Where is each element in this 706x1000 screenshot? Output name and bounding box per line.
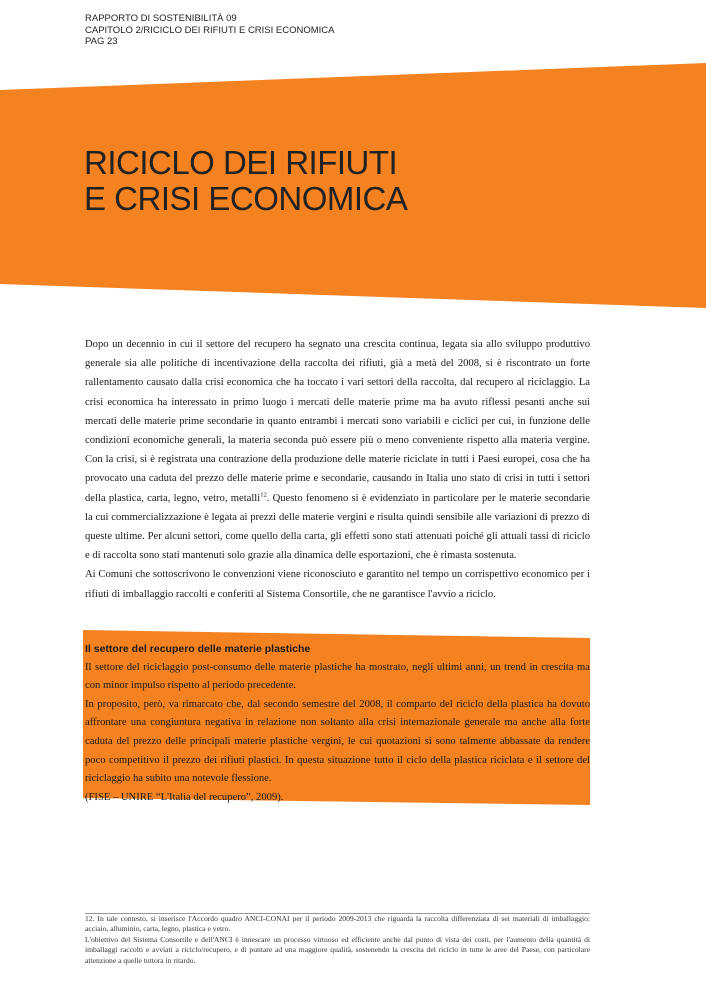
footnote [85, 914, 590, 966]
footnote-paragraph-1: 12. In tale contesto, si inserisce l'Accordo quadro ANCI-CONAI per il periodo 2009-2013 che riguarda la raccolta differenziata di sei materiali di imballaggio: acciaio, alluminio, carta, legno, plastica e vetro. [85, 914, 590, 934]
chapter-title: CAPITOLO 2/RICICLO DEI RIFIUTI E CRISI ECONOMICA [85, 24, 335, 36]
running-header [85, 13, 335, 48]
page-title [84, 145, 407, 217]
sidebar-box-paragraph-1: Il settore del riciclaggio post-consumo delle materie plastiche ha mostrato, negli ultimi anni, un trend in crescita ma con minor impulso rispetto al periodo precedente. [85, 661, 590, 692]
page-title-line-2: E CRISI ECONOMICA [84, 180, 408, 217]
sidebar-box [85, 640, 590, 807]
page-title-line-1: RICICLO DEI RIFIUTI [84, 144, 398, 181]
paragraph-2: Ai Comuni che sottoscrivono le convenzioni viene riconosciuto e garantito nel tempo un corrispettivo economico per i rifiuti di imballaggio raccolti e conferiti al Sistema Consortile, che ne garantisce l'avvio a riciclo. [85, 569, 590, 600]
page-number: PAG 23 [85, 36, 118, 47]
paragraph-1-part-1: Dopo un decennio in cui il settore del recupero ha segnato una crescita continua, legata sia allo sviluppo produttivo generale sia alle politiche di incentivazione della raccolta dei rifiuti, già a metà del 2008, si è riscontrato un forte rallentamento causato dalla crisi economica che ha toccato i vari settori della raccolta, dal recupero al riciclaggio. La crisi economica ha interessato in primo luogo i mercati delle materie prime ma ha avuto riflessi pesanti anche sui mercati delle materie prime secondarie in quanto entrambi i mercati sono variabili e ciclici per cui, in funzione delle condizioni economiche generali, la materia seconda può essere più o meno conveniente rispetto alla materia vergine. Con la crisi, si è registrata una contrazione della produzione delle materie riciclate in tutti i Paesi europei, cosa che ha provocato una caduta del prezzo delle materie prime e secondarie, causando in Italia uno stato di crisi in tutti i settori della plastica, carta, legno, vetro, metalli [85, 339, 590, 504]
paragraph-1-part-2: . Questo fenomeno si è evidenziato in particolare per le materie secondarie la cui commercializzazione è legata ai prezzi delle materie vergini e risulta quindi sensibile alle variazioni di prezzo di queste ultime. Per alcuni settori, come quello della carta, gli effetti sono stati attenuati poiché gli attuali tassi di riciclo e di raccolta sono stati mantenuti solo grazie alla dinamica delle esportazioni, che è rimasta sostenuta. [85, 492, 591, 562]
paragraph-1 [85, 335, 590, 565]
sidebar-box-title: Il settore del recupero delle materie plastiche [85, 643, 311, 655]
main-text [85, 335, 590, 604]
report-title: RAPPORTO DI SOSTENIBILITÀ 09 [85, 13, 237, 24]
sidebar-box-paragraph-2: In proposito, però, va rimarcato che, dal secondo semestre del 2008, il comparto del riciclo della plastica ha dovuto affrontare una congiuntura negativa in relazione non soltanto alla crisi internazionale generale ma anche alla forte caduta del prezzo delle principali materie plastiche vergini, le cui quotazioni si sono talmente abbassate da rendere poco competitivo il prezzo dei rifiuti plastici. In questa situazione tutto il ciclo della plastica riciclata e il settore del riciclaggio ha subito una notevole flessione. [85, 698, 590, 785]
footnote-reference[interactable]: 12 [260, 491, 267, 499]
footnote-paragraph-2: L'obiettivo del Sistema Consortile e dell'ANCI è innescare un processo virtuoso ed efficiente anche dal punto di vista dei costi, per l'aumento della quantità di imballaggi raccolti e avviati a riciclo/recupero, e di puntare ad una maggiore qualità, sostenendo la crescita del riciclo in tutte le aree del Paese, con particolare attenzione a quelle tuttora in ritardo. [85, 934, 590, 965]
sidebar-box-source: (FISE – UNIRE “L'Italia del recupero”, 2009). [85, 791, 284, 803]
